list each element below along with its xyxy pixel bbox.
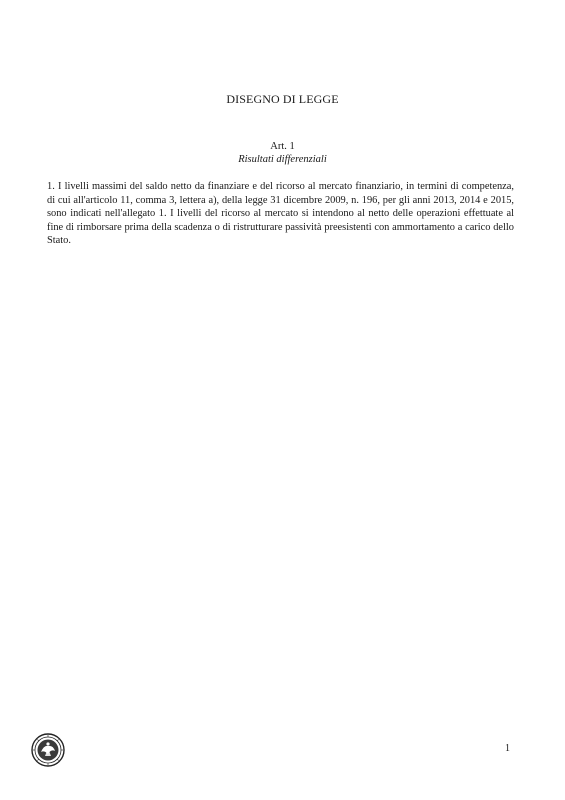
article-body xyxy=(47,180,514,248)
article-heading: Risultati differenziali xyxy=(238,154,327,165)
document-title: DISEGNO DI LEGGE xyxy=(226,92,339,106)
article-number: Art. 1 xyxy=(270,141,295,152)
page-number: 1 xyxy=(505,743,510,754)
senate-seal-icon xyxy=(31,733,65,767)
article-paragraph: 1. I livelli massimi del saldo netto da finanziare e del ricorso al mercato finanziario, in termini di competenza, di cui all'articolo 11, comma 3, lettera a), della legge 31 dicembre 2009, n. 196, per gli anni 2013, 2014 e 2015, sono indicati nell'allegato 1. I livelli del ricorso al mercato si intendono al netto delle operazioni effettuate al fine di rimborsare prima della scadenza o di ristrutturare passività preesistenti con ammortamento a carico dello Stato. xyxy=(47,181,514,247)
